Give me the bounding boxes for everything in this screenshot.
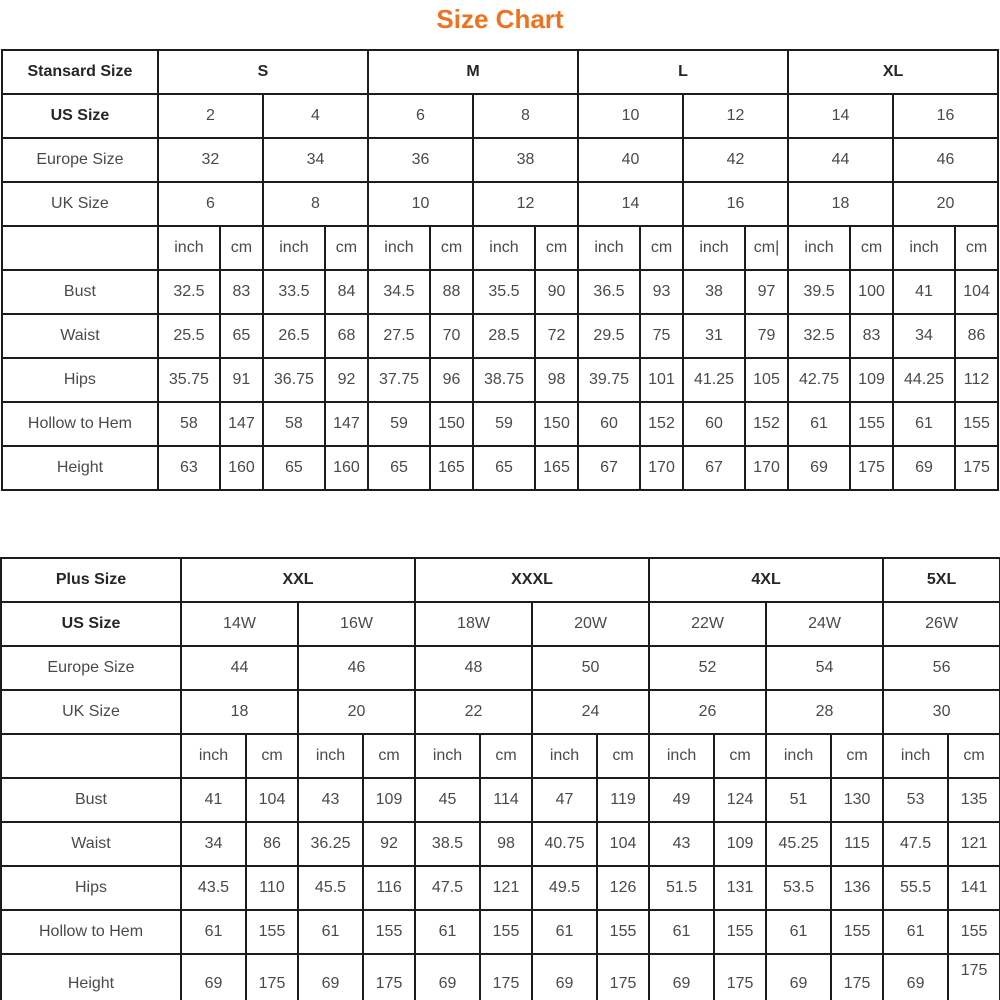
unit-header-cell: inch	[298, 734, 363, 778]
unit-header-row	[1, 734, 1000, 778]
size-value-cell: 8	[473, 94, 578, 138]
row-label: Waist	[1, 822, 181, 866]
measurement-cell: 65	[220, 314, 263, 358]
unit-header-cell: inch	[649, 734, 714, 778]
measurement-cell: 115	[831, 822, 883, 866]
measurement-cell: 105	[745, 358, 788, 402]
unit-header-cell: cm	[246, 734, 298, 778]
measurement-cell: 175	[597, 954, 649, 1000]
size-value-cell: 24W	[766, 602, 883, 646]
measurement-cell: 121	[948, 822, 1000, 866]
size-group-header-row	[1, 558, 1000, 602]
unit-header-cell: cm	[640, 226, 683, 270]
size-value-cell: 16	[893, 94, 998, 138]
unit-header-cell: inch	[883, 734, 948, 778]
size-value-cell: 20	[893, 182, 998, 226]
unit-header-cell: cm|	[745, 226, 788, 270]
measurement-row	[1, 822, 1000, 866]
measurement-cell: 29.5	[578, 314, 640, 358]
size-value-cell: 18	[181, 690, 298, 734]
measurement-cell: 175	[714, 954, 766, 1000]
size-value-cell: 30	[883, 690, 1000, 734]
measurement-cell: 135	[948, 778, 1000, 822]
measurement-cell: 79	[745, 314, 788, 358]
measurement-cell: 104	[246, 778, 298, 822]
size-value-cell: 20	[298, 690, 415, 734]
measurement-cell: 39.5	[788, 270, 850, 314]
measurement-cell: 165	[430, 446, 473, 490]
size-value-cell: 18W	[415, 602, 532, 646]
measurement-cell: 109	[363, 778, 415, 822]
measurement-cell: 35.5	[473, 270, 535, 314]
unit-header-cell: inch	[263, 226, 325, 270]
measurement-cell: 165	[535, 446, 578, 490]
measurement-cell: 61	[893, 402, 955, 446]
measurement-cell: 92	[363, 822, 415, 866]
measurement-row	[1, 778, 1000, 822]
size-value-cell: 16	[683, 182, 788, 226]
row-label: US Size	[1, 602, 181, 646]
unit-header-cell: cm	[714, 734, 766, 778]
measurement-cell: 155	[480, 910, 532, 954]
size-group-header: S	[158, 50, 368, 94]
measurement-cell: 119	[597, 778, 649, 822]
row-label: Bust	[1, 778, 181, 822]
measurement-cell: 49.5	[532, 866, 597, 910]
measurement-cell: 61	[649, 910, 714, 954]
measurement-cell: 41	[181, 778, 246, 822]
size-value-cell: 38	[473, 138, 578, 182]
size-value-cell: 14	[578, 182, 683, 226]
unit-header-cell: cm	[363, 734, 415, 778]
unit-header-cell: inch	[368, 226, 430, 270]
measurement-cell: 27.5	[368, 314, 430, 358]
unit-header-cell: cm	[535, 226, 578, 270]
measurement-cell: 38.75	[473, 358, 535, 402]
measurement-cell: 45.5	[298, 866, 363, 910]
measurement-cell: 150	[535, 402, 578, 446]
size-value-cell: 44	[788, 138, 893, 182]
row-label: Europe Size	[1, 646, 181, 690]
size-row	[2, 138, 998, 182]
measurement-cell: 58	[158, 402, 220, 446]
measurement-cell: 155	[363, 910, 415, 954]
measurement-cell: 33.5	[263, 270, 325, 314]
measurement-cell: 175	[246, 954, 298, 1000]
size-value-cell: 8	[263, 182, 368, 226]
measurement-cell: 83	[850, 314, 893, 358]
measurement-row	[1, 954, 1000, 1000]
unit-header-cell: inch	[788, 226, 850, 270]
size-value-cell: 14W	[181, 602, 298, 646]
measurement-row	[1, 910, 1000, 954]
row-label: Europe Size	[2, 138, 158, 182]
measurement-cell: 109	[850, 358, 893, 402]
measurement-cell: 61	[883, 910, 948, 954]
measurement-cell: 131	[714, 866, 766, 910]
measurement-cell: 59	[368, 402, 430, 446]
measurement-cell: 34	[181, 822, 246, 866]
measurement-cell: 47.5	[883, 822, 948, 866]
measurement-cell: 32.5	[788, 314, 850, 358]
size-value-cell: 36	[368, 138, 473, 182]
measurement-cell: 43.5	[181, 866, 246, 910]
size-value-cell: 26W	[883, 602, 1000, 646]
measurement-cell: 39.75	[578, 358, 640, 402]
measurement-cell: 60	[683, 402, 745, 446]
measurement-cell: 93	[640, 270, 683, 314]
measurement-cell: 155	[831, 910, 883, 954]
size-value-cell: 4	[263, 94, 368, 138]
unit-header-cell: inch	[158, 226, 220, 270]
measurement-cell: 38	[683, 270, 745, 314]
measurement-cell: 35.75	[158, 358, 220, 402]
size-value-cell: 46	[298, 646, 415, 690]
measurement-cell: 65	[368, 446, 430, 490]
table-corner-label: Plus Size	[1, 558, 181, 602]
unit-header-cell: inch	[893, 226, 955, 270]
measurement-cell: 109	[714, 822, 766, 866]
measurement-cell: 136	[831, 866, 883, 910]
measurement-cell: 69	[649, 954, 714, 1000]
size-value-cell: 22	[415, 690, 532, 734]
size-value-cell: 12	[473, 182, 578, 226]
unit-header-cell: cm	[948, 734, 1000, 778]
unit-header-cell: cm	[325, 226, 368, 270]
measurement-cell: 34	[893, 314, 955, 358]
measurement-cell: 112	[955, 358, 998, 402]
measurement-cell: 34.5	[368, 270, 430, 314]
row-label: Height	[1, 954, 181, 1000]
measurement-cell: 96	[430, 358, 473, 402]
unit-header-cell: inch	[181, 734, 246, 778]
size-row	[2, 94, 998, 138]
measurement-cell: 92	[325, 358, 368, 402]
measurement-cell: 55.5	[883, 866, 948, 910]
measurement-cell: 170	[745, 446, 788, 490]
size-value-cell: 54	[766, 646, 883, 690]
size-row	[1, 602, 1000, 646]
measurement-cell: 61	[298, 910, 363, 954]
measurement-cell: 160	[220, 446, 263, 490]
measurement-cell: 91	[220, 358, 263, 402]
row-label: Waist	[2, 314, 158, 358]
measurement-cell: 61	[532, 910, 597, 954]
measurement-cell: 155	[597, 910, 649, 954]
unit-header-cell: inch	[473, 226, 535, 270]
measurement-cell: 51	[766, 778, 831, 822]
measurement-cell: 40.75	[532, 822, 597, 866]
measurement-cell: 86	[955, 314, 998, 358]
measurement-cell: 68	[325, 314, 368, 358]
measurement-cell: 49	[649, 778, 714, 822]
measurement-cell: 155	[948, 910, 1000, 954]
measurement-cell: 155	[714, 910, 766, 954]
size-group-header: L	[578, 50, 788, 94]
measurement-cell: 175	[480, 954, 532, 1000]
row-label: UK Size	[1, 690, 181, 734]
unit-header-cell: cm	[597, 734, 649, 778]
measurement-cell: 42.75	[788, 358, 850, 402]
measurement-cell: 69	[298, 954, 363, 1000]
measurement-cell: 26.5	[263, 314, 325, 358]
measurement-cell: 44.25	[893, 358, 955, 402]
row-label-empty	[2, 226, 158, 270]
measurement-cell: 43	[298, 778, 363, 822]
measurement-cell: 141	[948, 866, 1000, 910]
measurement-cell: 47	[532, 778, 597, 822]
measurement-cell: 69	[532, 954, 597, 1000]
size-value-cell: 6	[368, 94, 473, 138]
measurement-cell: 25.5	[158, 314, 220, 358]
row-label: Hips	[2, 358, 158, 402]
row-label: UK Size	[2, 182, 158, 226]
size-value-cell: 18	[788, 182, 893, 226]
unit-header-cell: inch	[766, 734, 831, 778]
size-value-cell: 22W	[649, 602, 766, 646]
measurement-cell: 61	[766, 910, 831, 954]
measurement-cell: 36.75	[263, 358, 325, 402]
unit-header-cell: inch	[578, 226, 640, 270]
measurement-cell: 31	[683, 314, 745, 358]
measurement-cell: 32.5	[158, 270, 220, 314]
measurement-row	[2, 314, 998, 358]
row-label: Hollow to Hem	[1, 910, 181, 954]
measurement-cell: 175	[831, 954, 883, 1000]
size-row	[1, 690, 1000, 734]
measurement-cell: 61	[181, 910, 246, 954]
measurement-cell: 43	[649, 822, 714, 866]
row-label-empty	[1, 734, 181, 778]
unit-header-row	[2, 226, 998, 270]
measurement-cell: 60	[578, 402, 640, 446]
size-value-cell: 48	[415, 646, 532, 690]
measurement-cell: 59	[473, 402, 535, 446]
unit-header-cell: cm	[430, 226, 473, 270]
size-value-cell: 12	[683, 94, 788, 138]
measurement-cell: 150	[430, 402, 473, 446]
size-group-header: XXXL	[415, 558, 649, 602]
standard-size-table	[1, 49, 999, 491]
size-value-cell: 44	[181, 646, 298, 690]
measurement-cell: 98	[480, 822, 532, 866]
size-row	[1, 646, 1000, 690]
measurement-cell: 67	[578, 446, 640, 490]
measurement-cell: 36.25	[298, 822, 363, 866]
measurement-cell: 61	[415, 910, 480, 954]
row-label: Hollow to Hem	[2, 402, 158, 446]
unit-header-cell: cm	[220, 226, 263, 270]
measurement-cell: 98	[535, 358, 578, 402]
measurement-cell: 37.75	[368, 358, 430, 402]
measurement-cell: 152	[745, 402, 788, 446]
size-value-cell: 20W	[532, 602, 649, 646]
measurement-cell: 126	[597, 866, 649, 910]
measurement-row	[2, 402, 998, 446]
measurement-cell: 155	[246, 910, 298, 954]
measurement-cell: 53	[883, 778, 948, 822]
size-value-cell: 6	[158, 182, 263, 226]
measurement-cell: 58	[263, 402, 325, 446]
measurement-cell: 45	[415, 778, 480, 822]
measurement-cell: 69	[415, 954, 480, 1000]
size-value-cell: 2	[158, 94, 263, 138]
measurement-cell: 65	[473, 446, 535, 490]
measurement-cell: 41.25	[683, 358, 745, 402]
measurement-cell: 53.5	[766, 866, 831, 910]
measurement-cell: 152	[640, 402, 683, 446]
size-value-cell: 46	[893, 138, 998, 182]
measurement-cell: 41	[893, 270, 955, 314]
measurement-cell: 97	[745, 270, 788, 314]
measurement-cell: 175	[955, 446, 998, 490]
measurement-cell: 84	[325, 270, 368, 314]
measurement-cell: 86	[246, 822, 298, 866]
size-group-header: 4XL	[649, 558, 883, 602]
measurement-cell: 38.5	[415, 822, 480, 866]
measurement-row	[1, 866, 1000, 910]
measurement-cell: 61	[788, 402, 850, 446]
size-value-cell: 10	[578, 94, 683, 138]
measurement-cell: 72	[535, 314, 578, 358]
measurement-cell: 88	[430, 270, 473, 314]
measurement-cell: 69	[181, 954, 246, 1000]
measurement-cell: 104	[955, 270, 998, 314]
measurement-cell: 75	[640, 314, 683, 358]
size-group-header: 5XL	[883, 558, 1000, 602]
size-value-cell: 26	[649, 690, 766, 734]
size-group-header: XXL	[181, 558, 415, 602]
measurement-cell: 175	[363, 954, 415, 1000]
size-group-header: XL	[788, 50, 998, 94]
size-value-cell: 10	[368, 182, 473, 226]
measurement-cell: 28.5	[473, 314, 535, 358]
measurement-row	[2, 358, 998, 402]
size-value-cell: 56	[883, 646, 1000, 690]
size-group-header-row	[2, 50, 998, 94]
measurement-cell: 69	[883, 954, 948, 1000]
size-value-cell: 50	[532, 646, 649, 690]
row-label: US Size	[2, 94, 158, 138]
measurement-cell: 83	[220, 270, 263, 314]
row-label: Hips	[1, 866, 181, 910]
unit-header-cell: inch	[532, 734, 597, 778]
row-label: Bust	[2, 270, 158, 314]
unit-header-cell: cm	[850, 226, 893, 270]
unit-header-cell: inch	[683, 226, 745, 270]
unit-header-cell: inch	[415, 734, 480, 778]
size-row	[2, 182, 998, 226]
size-value-cell: 24	[532, 690, 649, 734]
measurement-row	[2, 270, 998, 314]
size-value-cell: 28	[766, 690, 883, 734]
measurement-cell: 170	[640, 446, 683, 490]
page-title: Size Chart	[436, 4, 564, 34]
measurement-cell: 155	[850, 402, 893, 446]
measurement-cell: 175	[850, 446, 893, 490]
measurement-cell: 36.5	[578, 270, 640, 314]
row-label: Height	[2, 446, 158, 490]
measurement-cell: 90	[535, 270, 578, 314]
measurement-cell: 147	[220, 402, 263, 446]
measurement-cell: 147	[325, 402, 368, 446]
measurement-cell: 130	[831, 778, 883, 822]
size-value-cell: 40	[578, 138, 683, 182]
measurement-cell: 121	[480, 866, 532, 910]
size-value-cell: 52	[649, 646, 766, 690]
measurement-cell: 51.5	[649, 866, 714, 910]
measurement-cell: 69	[893, 446, 955, 490]
measurement-cell: 124	[714, 778, 766, 822]
plus-size-table	[0, 557, 1000, 1000]
measurement-cell: 67	[683, 446, 745, 490]
measurement-cell: 110	[246, 866, 298, 910]
size-value-cell: 16W	[298, 602, 415, 646]
measurement-cell: 175	[948, 954, 1000, 1000]
measurement-cell: 70	[430, 314, 473, 358]
size-group-header: M	[368, 50, 578, 94]
measurement-cell: 45.25	[766, 822, 831, 866]
measurement-cell: 47.5	[415, 866, 480, 910]
measurement-cell: 160	[325, 446, 368, 490]
measurement-cell: 116	[363, 866, 415, 910]
size-value-cell: 14	[788, 94, 893, 138]
size-value-cell: 42	[683, 138, 788, 182]
measurement-cell: 63	[158, 446, 220, 490]
size-value-cell: 32	[158, 138, 263, 182]
measurement-cell: 69	[766, 954, 831, 1000]
size-value-cell: 34	[263, 138, 368, 182]
unit-header-cell: cm	[955, 226, 998, 270]
table-corner-label: Stansard Size	[2, 50, 158, 94]
unit-header-cell: cm	[480, 734, 532, 778]
measurement-row	[2, 446, 998, 490]
measurement-cell: 65	[263, 446, 325, 490]
measurement-cell: 114	[480, 778, 532, 822]
measurement-cell: 101	[640, 358, 683, 402]
measurement-cell: 100	[850, 270, 893, 314]
unit-header-cell: cm	[831, 734, 883, 778]
measurement-cell: 155	[955, 402, 998, 446]
measurement-cell: 104	[597, 822, 649, 866]
measurement-cell: 69	[788, 446, 850, 490]
